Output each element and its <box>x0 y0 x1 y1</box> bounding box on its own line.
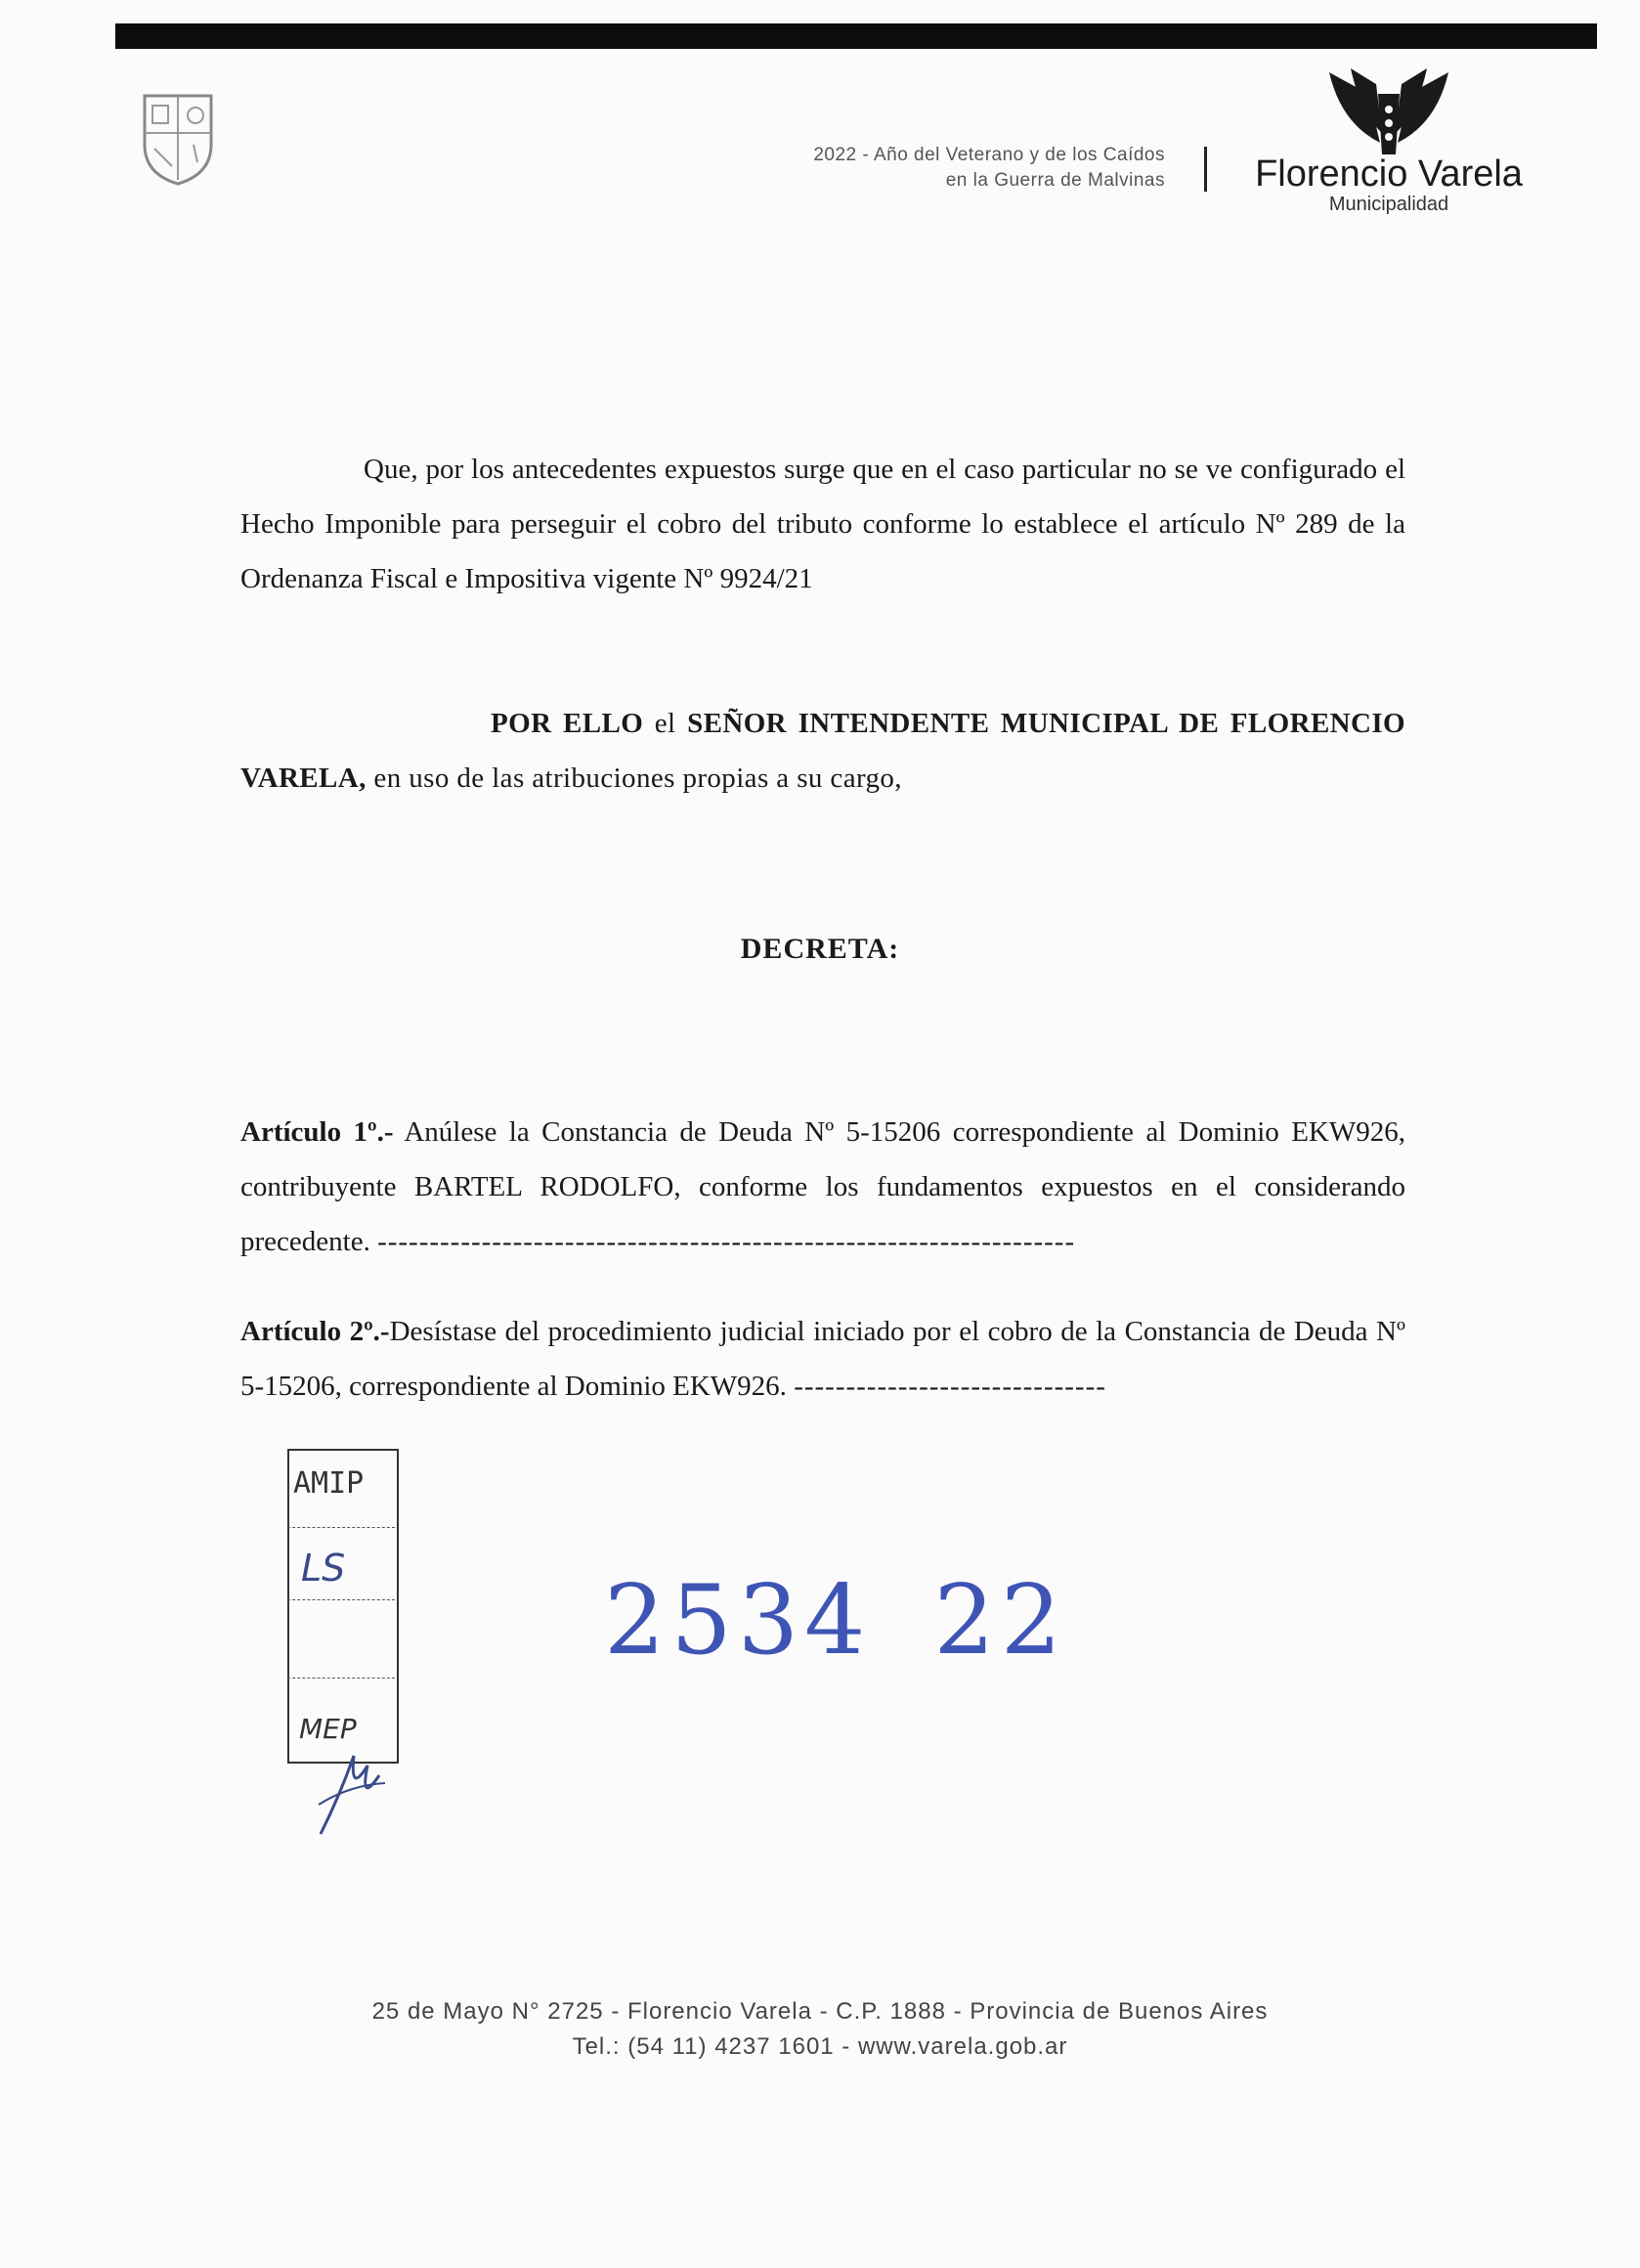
logo-subtitle: Municipalidad <box>1328 194 1449 215</box>
header-motto <box>813 143 1165 194</box>
page-footer <box>0 1994 1640 2065</box>
por-ello-rest: en uso de las atribuciones propias a su cargo, <box>366 763 902 794</box>
stamp-handwriting-initials: LS <box>301 1547 346 1590</box>
header-divider <box>1204 147 1207 192</box>
logo-name: Florencio Varela <box>1255 153 1523 195</box>
scan-top-bar <box>115 23 1597 49</box>
article-2-label: Artículo 2º.- <box>240 1316 390 1347</box>
article-2-dashes: ------------------------------ <box>794 1371 1106 1402</box>
motto-line-2: en la Guerra de Malvinas <box>945 170 1165 191</box>
article-1-text: Anúlese la Constancia de Deuda Nº 5-15206 correspondiente al Dominio EKW926, contribuyente BARTEL RODOLFO, conforme los fundamentos expuestos en el considerando precedente. <box>240 1116 1405 1257</box>
intendente-bold: SEÑOR INTENDENTE MUNICIPAL DE FLORENCIO VARELA, <box>240 708 1406 794</box>
paragraph-considering: Que, por los antecedentes expuestos surge que en el caso particular no se ve configurado el Hecho Imponible para perseguir el cobro del tributo conforme lo establece el artículo Nº 289 de la Ordenanza Fiscal e Impositiva vigente Nº 9924/21 <box>240 454 1405 594</box>
paragraph-por-ello <box>240 696 1405 806</box>
article-1 <box>240 1105 1405 1269</box>
stamp-label: AMIP <box>293 1466 365 1501</box>
article-1-dashes: ------------------------------------------------------------------- <box>377 1226 1076 1257</box>
decree-number-year: 22 <box>933 1565 1068 1677</box>
article-2 <box>240 1304 1405 1414</box>
decreta-heading: DECRETA: <box>740 933 900 965</box>
motto-line-1: 2022 - Año del Veterano y de los Caídos <box>813 145 1165 165</box>
por-ello-connector: el <box>643 708 688 739</box>
municipal-crest-icon <box>139 90 217 188</box>
por-ello-bold: POR ELLO <box>491 708 644 739</box>
signature-icon <box>311 1736 389 1844</box>
stamp-handwriting-mep: MEP <box>299 1713 357 1745</box>
article-2-text: Desístase del procedimiento judicial iniciado por el cobro de la Constancia de Deuda Nº 5-15206, correspondiente al Dominio EKW926. <box>240 1316 1405 1402</box>
article-1-label: Artículo 1º.- <box>240 1116 394 1148</box>
footer-address: 25 de Mayo N° 2725 - Florencio Varela - C.P. 1888 - Provincia de Buenos Aires <box>371 1998 1269 2025</box>
footer-contact: Tel.: (54 11) 4237 1601 - www.varela.gob.ar <box>572 2033 1068 2060</box>
decree-number-value: 2534 <box>604 1565 872 1677</box>
decree-number <box>604 1565 1068 1677</box>
stamp-cell-3 <box>287 1599 395 1679</box>
office-stamp <box>287 1449 397 1758</box>
florencio-varela-logo-icon <box>1321 65 1456 158</box>
